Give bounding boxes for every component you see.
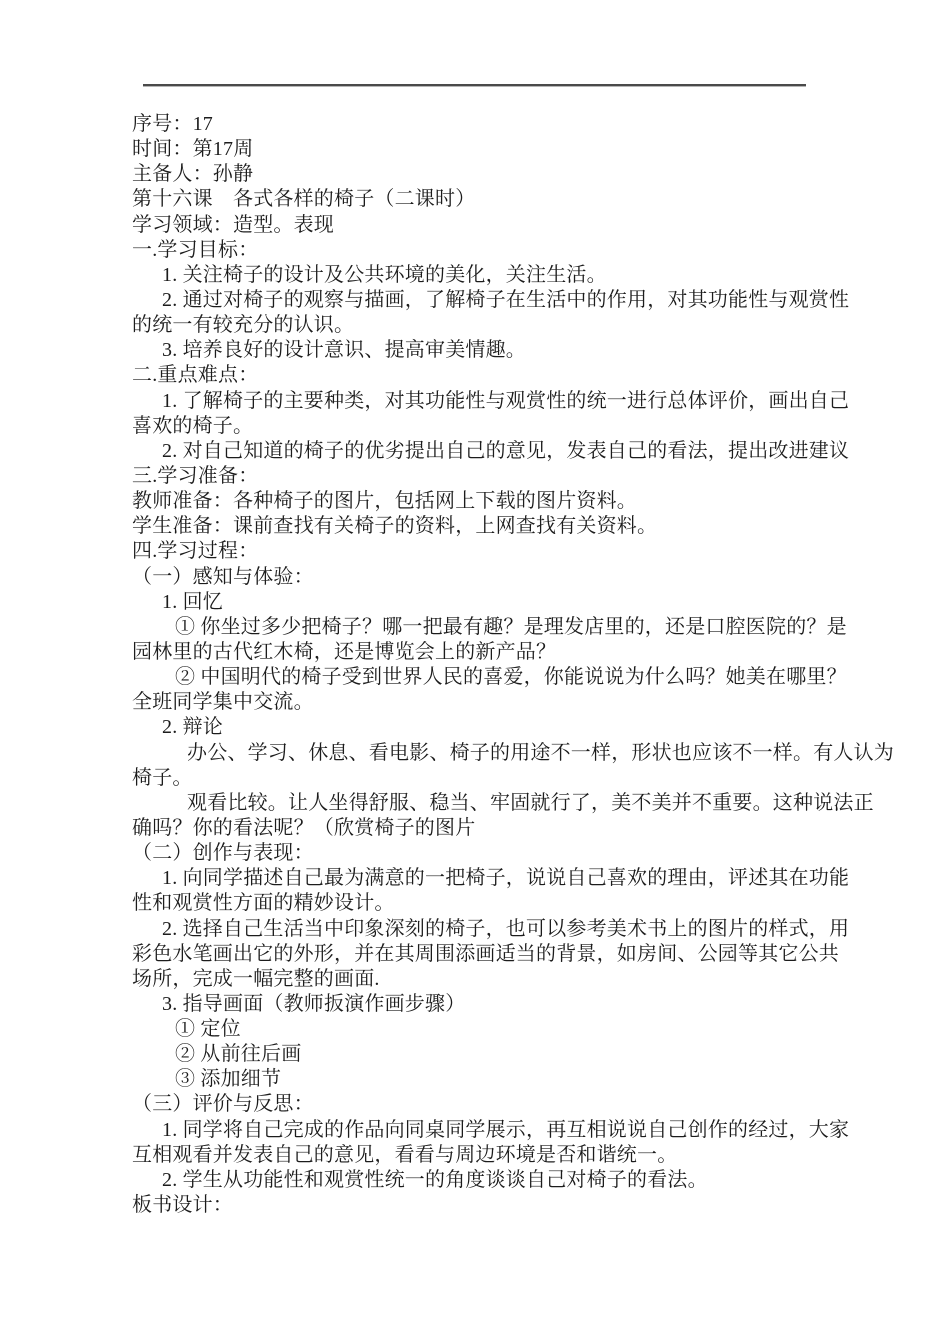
text-line: 第十六课 各式各样的椅子（二课时）: [132, 188, 476, 211]
text-line: 确吗？你的看法呢？（欣赏椅子的图片: [132, 816, 476, 839]
text-line: 2. 对自己知道的椅子的优劣提出自己的意见，发表自己的看法，提出改进建议: [162, 439, 850, 462]
text-line: 一.学习目标：: [132, 238, 259, 261]
text-line: 时间：第17周: [132, 138, 254, 161]
text-line: 全班同学集中交流。: [132, 691, 314, 714]
text-line: 1. 同学将自己完成的作品向同桌同学展示，再互相说说自己创作的经过，大家: [162, 1118, 850, 1141]
text-line: 观看比较。让人坐得舒服、稳当、牢固就行了，美不美并不重要。这种说法正: [187, 791, 874, 814]
text-line: 3. 培养良好的设计意识、提高审美情趣。: [162, 339, 526, 362]
text-line: 2. 辩论: [162, 716, 223, 739]
text-line: ③ 添加细节: [175, 1068, 282, 1091]
text-line: 2. 选择自己生活当中印象深刻的椅子，也可以参考美术书上的图片的样式，用: [162, 917, 850, 940]
text-line: 2. 学生从功能性和观赏性统一的角度谈谈自己对椅子的看法。: [162, 1168, 708, 1191]
text-line: 主备人：孙静: [132, 163, 254, 186]
text-line: 场所，完成一幅完整的画面.: [132, 967, 380, 990]
text-line: 办公、学习、休息、看电影、椅子的用途不一样，形状也应该不一样。有人认为: [187, 741, 894, 764]
text-line: 2. 通过对椅子的观察与描画，了解椅子在生活中的作用，对其功能性与观赏性: [162, 288, 850, 311]
text-line: 喜欢的椅子。: [132, 414, 254, 437]
text-line: 的统一有较充分的认识。: [132, 314, 355, 337]
text-line: 互相观看并发表自己的意见，看看与周边环境是否和谐统一。: [132, 1143, 678, 1166]
text-line: 板书设计：: [132, 1194, 233, 1217]
text-line: 1. 向同学描述自己最为满意的一把椅子，说说自己喜欢的理由，评述其在功能: [162, 867, 850, 890]
text-line: 三.学习准备：: [132, 464, 259, 487]
text-line: 1. 了解椅子的主要种类，对其功能性与观赏性的统一进行总体评价，画出自己: [162, 389, 850, 412]
text-line: 椅子。: [132, 766, 193, 789]
text-line: 1. 回忆: [162, 590, 223, 613]
text-line: （二）创作与表现：: [132, 842, 314, 865]
text-line: 学习领域：造型。表现: [132, 213, 334, 236]
text-line: ② 中国明代的椅子受到世界人民的喜爱，你能说说为什么吗？她美在哪里？: [175, 666, 847, 689]
text-line: 3. 指导画面（教师扳演作画步骤）: [162, 992, 466, 1015]
text-line: ① 你坐过多少把椅子？哪一把最有趣？是理发店里的，还是口腔医院的？是: [175, 615, 847, 638]
text-line: 教师准备：各种椅子的图片，包括网上下载的图片资料。: [132, 490, 637, 513]
text-line: 序号：17: [132, 113, 213, 135]
text-line: 四.学习过程：: [132, 540, 259, 563]
text-line: ② 从前往后画: [175, 1043, 302, 1066]
text-line: 二.重点难点：: [132, 364, 259, 387]
text-line: 园林里的古代红木椅，还是博览会上的新产品？: [132, 640, 557, 663]
text-line: 性和观赏性方面的精妙设计。: [132, 892, 395, 915]
text-line: 彩色水笔画出它的外形，并在其周围添画适当的背景，如房间、公园等其它公共: [132, 942, 839, 965]
text-line: （一）感知与体验：: [132, 565, 314, 588]
document-body: [132, 112, 894, 1218]
text-line: 学生准备：课前查找有关椅子的资料，上网查找有关资料。: [132, 515, 658, 538]
text-line: （三）评价与反思：: [132, 1093, 314, 1116]
text-line: 1. 关注椅子的设计及公共环境的美化，关注生活。: [162, 263, 607, 286]
header-divider: [143, 84, 806, 86]
text-line: ① 定位: [175, 1018, 241, 1041]
